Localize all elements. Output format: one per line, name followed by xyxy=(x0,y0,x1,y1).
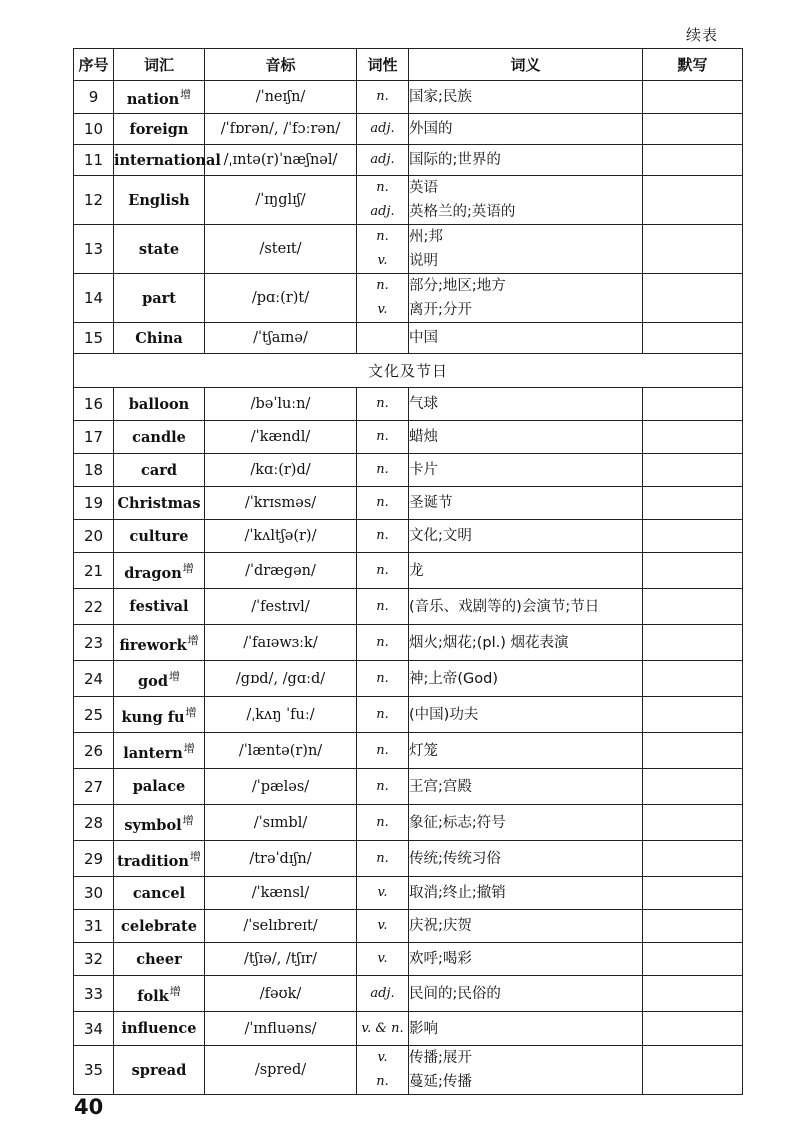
part-of-speech-cell xyxy=(357,910,409,943)
meaning-line: 离开;分开 xyxy=(409,302,472,318)
dictation-cell[interactable] xyxy=(643,976,743,1012)
phonetic-cell: /trəˈdɪʃn/ xyxy=(205,841,357,877)
dictation-cell[interactable] xyxy=(643,553,743,589)
added-word-mark: 增 xyxy=(168,669,180,683)
meaning-line: (中国)功夫 xyxy=(409,706,479,723)
word-text: kung fu xyxy=(121,708,185,726)
dictation-cell[interactable] xyxy=(643,733,743,769)
word-text: symbol xyxy=(124,816,182,834)
word-cell xyxy=(114,877,205,910)
added-word-mark: 增 xyxy=(187,633,199,647)
table-body xyxy=(74,81,743,1095)
meaning-cell xyxy=(409,910,643,943)
phonetic-cell: /ˈpæləs/ xyxy=(205,769,357,805)
pos-line: n. xyxy=(376,1074,389,1089)
dictation-cell[interactable] xyxy=(643,421,743,454)
part-of-speech-cell xyxy=(357,421,409,454)
meaning-line: 外国的 xyxy=(409,121,453,137)
meaning-cell xyxy=(409,1046,643,1095)
part-of-speech-cell xyxy=(357,176,409,225)
meaning-line: 烟火;烟花;(pl.) 烟花表演 xyxy=(409,634,569,651)
meaning-cell xyxy=(409,421,643,454)
part-of-speech-cell xyxy=(357,553,409,589)
header-meaning: 词义 xyxy=(409,49,643,81)
pos-line: n. xyxy=(376,778,389,794)
row-number: 17 xyxy=(74,421,114,454)
word-text: lantern xyxy=(123,744,183,762)
pos-line: n. xyxy=(376,278,389,293)
dictation-cell[interactable] xyxy=(643,323,743,354)
word-cell xyxy=(114,769,205,805)
meaning-cell xyxy=(409,697,643,733)
pos-line: n. xyxy=(376,528,389,543)
part-of-speech-cell xyxy=(357,805,409,841)
meaning-cell xyxy=(409,943,643,976)
header-row xyxy=(74,49,743,81)
row-number: 15 xyxy=(74,323,114,354)
meaning-line: 中国 xyxy=(409,330,438,346)
row-number: 35 xyxy=(74,1046,114,1095)
row-number: 32 xyxy=(74,943,114,976)
phonetic-cell: /ˌɪntə(r)ˈnæʃnəl/ xyxy=(205,145,357,176)
meaning-cell xyxy=(409,225,643,274)
part-of-speech-cell xyxy=(357,145,409,176)
word-text: dragon xyxy=(124,564,182,582)
row-number: 22 xyxy=(74,589,114,625)
table-row xyxy=(74,661,743,697)
table-row xyxy=(74,176,743,225)
word-text: spread xyxy=(131,1061,187,1079)
table-row xyxy=(74,697,743,733)
word-cell xyxy=(114,625,205,661)
row-number: 14 xyxy=(74,274,114,323)
table-row xyxy=(74,553,743,589)
word-cell xyxy=(114,976,205,1012)
row-number: 33 xyxy=(74,976,114,1012)
meaning-line: 气球 xyxy=(409,396,438,412)
meaning-cell xyxy=(409,976,643,1012)
pos-line: n. xyxy=(376,229,389,244)
dictation-cell[interactable] xyxy=(643,114,743,145)
vocabulary-table xyxy=(73,48,743,1095)
table-row xyxy=(74,1046,743,1095)
part-of-speech-cell xyxy=(357,388,409,421)
meaning-cell xyxy=(409,1012,643,1046)
pos-line: n. xyxy=(376,180,389,195)
part-of-speech-cell xyxy=(357,1046,409,1095)
added-word-mark: 增 xyxy=(182,813,194,827)
part-of-speech-cell xyxy=(357,697,409,733)
table-row xyxy=(74,81,743,114)
table-row xyxy=(74,421,743,454)
header-pos: 词性 xyxy=(357,49,409,81)
word-text: firework xyxy=(119,636,187,654)
word-cell xyxy=(114,225,205,274)
pos-line: v. xyxy=(377,253,388,268)
part-of-speech-cell xyxy=(357,487,409,520)
dictation-cell[interactable] xyxy=(643,520,743,553)
meaning-cell xyxy=(409,323,643,354)
table-row xyxy=(74,225,743,274)
word-cell xyxy=(114,805,205,841)
meaning-line: 蔓延;传播 xyxy=(409,1074,472,1090)
row-number: 29 xyxy=(74,841,114,877)
part-of-speech-cell xyxy=(357,114,409,145)
meaning-line: 传统;传统习俗 xyxy=(409,850,501,867)
pos-line: n. xyxy=(376,462,389,477)
dictation-cell[interactable] xyxy=(643,589,743,625)
table-row xyxy=(74,145,743,176)
word-text: influence xyxy=(121,1020,197,1037)
meaning-line: 英格兰的;英语的 xyxy=(409,204,516,220)
section-title: 文化及节日 xyxy=(74,354,743,388)
meaning-line: 欢呼;喝彩 xyxy=(409,951,472,967)
row-number: 27 xyxy=(74,769,114,805)
word-cell xyxy=(114,114,205,145)
dictation-cell[interactable] xyxy=(643,225,743,274)
meaning-cell xyxy=(409,805,643,841)
meaning-line: 部分;地区;地方 xyxy=(409,278,506,294)
row-number: 26 xyxy=(74,733,114,769)
meaning-cell xyxy=(409,841,643,877)
word-cell xyxy=(114,274,205,323)
table-row xyxy=(74,805,743,841)
pos-line: v. xyxy=(377,1050,388,1065)
dictation-cell[interactable] xyxy=(643,388,743,421)
word-text: god xyxy=(138,672,168,690)
part-of-speech-cell xyxy=(357,943,409,976)
phonetic-cell: /bəˈluːn/ xyxy=(205,388,357,421)
row-number: 30 xyxy=(74,877,114,910)
word-cell xyxy=(114,1046,205,1095)
phonetic-cell: /ˈɪnfluəns/ xyxy=(205,1012,357,1046)
word-cell xyxy=(114,520,205,553)
page-number: 40 xyxy=(74,1095,104,1119)
row-number: 9 xyxy=(74,81,114,114)
added-word-mark: 增 xyxy=(169,984,181,998)
row-number: 20 xyxy=(74,520,114,553)
meaning-line: 传播;展开 xyxy=(409,1050,472,1066)
row-number: 21 xyxy=(74,553,114,589)
pos-line: n. xyxy=(376,670,389,686)
phonetic-cell: /ˈselɪbreɪt/ xyxy=(205,910,357,943)
row-number: 23 xyxy=(74,625,114,661)
meaning-line: 庆祝;庆贺 xyxy=(409,918,472,934)
phonetic-cell: /ˈtʃaɪnə/ xyxy=(205,323,357,354)
word-text: card xyxy=(140,461,177,479)
dictation-cell[interactable] xyxy=(643,943,743,976)
phonetic-cell: /ˈkænsl/ xyxy=(205,877,357,910)
part-of-speech-cell xyxy=(357,81,409,114)
word-text: Christmas xyxy=(117,494,201,512)
meaning-cell xyxy=(409,661,643,697)
part-of-speech-cell xyxy=(357,323,409,354)
meaning-line: 说明 xyxy=(409,253,438,269)
word-cell xyxy=(114,697,205,733)
word-cell xyxy=(114,943,205,976)
continued-label: 续表 xyxy=(685,26,718,44)
meaning-cell xyxy=(409,388,643,421)
meaning-cell xyxy=(409,114,643,145)
phonetic-cell: /ˈɪŋglɪʃ/ xyxy=(205,176,357,225)
dictation-cell[interactable] xyxy=(643,910,743,943)
table-row xyxy=(74,733,743,769)
header-dictation: 默写 xyxy=(643,49,743,81)
word-text: folk xyxy=(137,987,169,1005)
meaning-line: 卡片 xyxy=(409,462,438,478)
pos-line: n. xyxy=(376,598,389,614)
pos-line: v. & n. xyxy=(361,1020,404,1036)
pos-line: n. xyxy=(376,396,389,411)
added-word-mark: 增 xyxy=(182,561,194,575)
meaning-line: 取消;终止;撤销 xyxy=(409,885,506,901)
word-cell xyxy=(114,176,205,225)
row-number: 19 xyxy=(74,487,114,520)
meaning-line: 文化;文明 xyxy=(409,528,472,544)
meaning-line: 州;邦 xyxy=(409,229,443,245)
pos-line: v. xyxy=(377,302,388,317)
header-num: 序号 xyxy=(74,49,114,81)
meaning-line: 王宫;宫殿 xyxy=(409,778,472,795)
table-row xyxy=(74,520,743,553)
meaning-line: 象征;标志;符号 xyxy=(409,814,506,831)
word-text: balloon xyxy=(128,395,190,413)
meaning-cell xyxy=(409,454,643,487)
dictation-cell[interactable] xyxy=(643,769,743,805)
word-text: candle xyxy=(132,428,186,446)
word-cell xyxy=(114,323,205,354)
phonetic-cell: /ˈlæntə(r)n/ xyxy=(205,733,357,769)
word-text: festival xyxy=(129,598,189,615)
part-of-speech-cell xyxy=(357,1012,409,1046)
word-cell xyxy=(114,145,221,176)
table-row xyxy=(74,769,743,805)
pos-line: n. xyxy=(376,429,389,444)
word-text: culture xyxy=(129,527,189,545)
word-text: cheer xyxy=(136,950,182,968)
table-row xyxy=(74,910,743,943)
word-cell xyxy=(114,733,205,769)
table-row xyxy=(74,274,743,323)
word-text: part xyxy=(142,289,176,307)
meaning-line: 神;上帝(God) xyxy=(409,670,499,687)
table-row xyxy=(74,1012,743,1046)
meaning-line: 国际的;世界的 xyxy=(409,152,501,168)
word-cell xyxy=(114,841,205,877)
meaning-cell xyxy=(409,520,643,553)
table-row xyxy=(74,976,743,1012)
meaning-line: (音乐、戏剧等的)会演节;节日 xyxy=(409,598,600,615)
part-of-speech-cell xyxy=(357,733,409,769)
added-word-mark: 增 xyxy=(183,741,195,755)
word-text: celebrate xyxy=(121,917,197,935)
part-of-speech-cell xyxy=(357,625,409,661)
word-cell xyxy=(114,454,205,487)
meaning-line: 影响 xyxy=(409,1020,438,1037)
phonetic-cell: /ˈfestɪvl/ xyxy=(205,589,357,625)
part-of-speech-cell xyxy=(357,274,409,323)
word-cell xyxy=(114,661,205,697)
meaning-line: 英语 xyxy=(409,180,438,196)
added-word-mark: 增 xyxy=(180,88,192,102)
dictation-cell[interactable] xyxy=(643,697,743,733)
word-text: China xyxy=(135,329,183,347)
table-row xyxy=(74,114,743,145)
meaning-cell xyxy=(409,589,643,625)
pos-line: n. xyxy=(376,742,389,758)
word-text: foreign xyxy=(129,120,189,138)
pos-line: n. xyxy=(376,706,389,722)
added-word-mark: 增 xyxy=(185,705,197,719)
phonetic-cell: /ˈkrɪsməs/ xyxy=(205,487,357,520)
dictation-cell[interactable] xyxy=(643,661,743,697)
dictation-cell[interactable] xyxy=(643,145,743,176)
word-text: English xyxy=(128,191,190,209)
table-row xyxy=(74,388,743,421)
dictation-cell[interactable] xyxy=(643,1046,743,1095)
pos-line: n. xyxy=(376,495,389,510)
row-number: 10 xyxy=(74,114,114,145)
word-cell xyxy=(114,589,205,625)
meaning-cell xyxy=(409,733,643,769)
part-of-speech-cell xyxy=(357,520,409,553)
header-ipa: 音标 xyxy=(205,49,357,81)
pos-line: n. xyxy=(376,634,389,650)
meaning-line: 民间的;民俗的 xyxy=(409,985,501,1002)
phonetic-cell: /ˈsɪmbl/ xyxy=(205,805,357,841)
pos-line: n. xyxy=(376,850,389,866)
dictation-cell[interactable] xyxy=(643,625,743,661)
phonetic-cell: /pɑː(r)t/ xyxy=(205,274,357,323)
word-cell xyxy=(114,421,205,454)
word-text: tradition xyxy=(117,852,189,870)
pos-line: adj. xyxy=(370,985,395,1001)
dictation-cell[interactable] xyxy=(643,487,743,520)
pos-line: adj. xyxy=(370,121,395,136)
row-number: 18 xyxy=(74,454,114,487)
row-number: 13 xyxy=(74,225,114,274)
phonetic-cell: /ˈfɒrən/, /ˈfɔːrən/ xyxy=(205,114,357,145)
phonetic-cell: /tʃɪə/, /tʃɪr/ xyxy=(205,943,357,976)
table-row xyxy=(74,589,743,625)
meaning-cell xyxy=(409,487,643,520)
meaning-cell xyxy=(409,625,643,661)
word-cell xyxy=(114,910,205,943)
phonetic-cell: /gɒd/, /gɑːd/ xyxy=(205,661,357,697)
word-cell xyxy=(114,553,205,589)
word-cell xyxy=(114,487,205,520)
pos-line: adj. xyxy=(370,204,395,219)
row-number: 28 xyxy=(74,805,114,841)
phonetic-cell: /spred/ xyxy=(205,1046,357,1095)
meaning-cell xyxy=(409,274,643,323)
meaning-line: 国家;民族 xyxy=(409,89,472,105)
section-row xyxy=(74,354,743,388)
part-of-speech-cell xyxy=(357,877,409,910)
word-cell xyxy=(114,81,205,114)
part-of-speech-cell xyxy=(357,589,409,625)
phonetic-cell: /ˈdrægən/ xyxy=(205,553,357,589)
phonetic-cell: /ˈkʌltʃə(r)/ xyxy=(205,520,357,553)
dictation-cell[interactable] xyxy=(643,454,743,487)
word-cell xyxy=(114,1012,205,1046)
row-number: 25 xyxy=(74,697,114,733)
phonetic-cell: /ˈneɪʃn/ xyxy=(205,81,357,114)
phonetic-cell: /kɑː(r)d/ xyxy=(205,454,357,487)
meaning-line: 龙 xyxy=(409,562,424,579)
table-row xyxy=(74,454,743,487)
pos-line: n. xyxy=(376,562,389,578)
row-number: 12 xyxy=(74,176,114,225)
table-row xyxy=(74,625,743,661)
meaning-cell xyxy=(409,553,643,589)
phonetic-cell: /steɪt/ xyxy=(205,225,357,274)
part-of-speech-cell xyxy=(357,976,409,1012)
meaning-line: 灯笼 xyxy=(409,742,438,759)
table-row xyxy=(74,487,743,520)
pos-line: n. xyxy=(376,814,389,830)
meaning-line: 圣诞节 xyxy=(409,495,453,511)
meaning-cell xyxy=(409,81,643,114)
pos-line: n. xyxy=(376,89,389,104)
row-number: 16 xyxy=(74,388,114,421)
table-row xyxy=(74,943,743,976)
added-word-mark: 增 xyxy=(189,849,201,863)
pos-line: v. xyxy=(377,885,388,900)
pos-line: v. xyxy=(377,951,388,966)
dictation-cell[interactable] xyxy=(643,176,743,225)
phonetic-cell: /ˈkændl/ xyxy=(205,421,357,454)
dictation-cell[interactable] xyxy=(643,1012,743,1046)
word-cell xyxy=(114,388,205,421)
dictation-cell[interactable] xyxy=(643,274,743,323)
phonetic-cell: /fəʊk/ xyxy=(205,976,357,1012)
header-word: 词汇 xyxy=(114,49,205,81)
meaning-cell xyxy=(409,145,643,176)
part-of-speech-cell xyxy=(357,661,409,697)
table-row xyxy=(74,323,743,354)
part-of-speech-cell xyxy=(357,225,409,274)
word-text: international xyxy=(114,151,221,169)
table-row xyxy=(74,841,743,877)
meaning-cell xyxy=(409,176,643,225)
word-text: cancel xyxy=(132,884,186,902)
word-text: state xyxy=(138,240,180,258)
word-text: nation xyxy=(126,90,180,108)
row-number: 24 xyxy=(74,661,114,697)
dictation-cell[interactable] xyxy=(643,877,743,910)
part-of-speech-cell xyxy=(357,841,409,877)
dictation-cell[interactable] xyxy=(643,841,743,877)
meaning-cell xyxy=(409,769,643,805)
row-number: 31 xyxy=(74,910,114,943)
phonetic-cell: /ˌkʌŋ ˈfuː/ xyxy=(205,697,357,733)
row-number: 11 xyxy=(74,145,114,176)
meaning-line: 蜡烛 xyxy=(409,429,438,445)
dictation-cell[interactable] xyxy=(643,805,743,841)
word-text: palace xyxy=(132,778,186,795)
row-number: 34 xyxy=(74,1012,114,1046)
pos-line: v. xyxy=(377,918,388,933)
part-of-speech-cell xyxy=(357,769,409,805)
meaning-cell xyxy=(409,877,643,910)
table-row xyxy=(74,877,743,910)
dictation-cell[interactable] xyxy=(643,81,743,114)
part-of-speech-cell xyxy=(357,454,409,487)
phonetic-cell: /ˈfaɪəwɜːk/ xyxy=(205,625,357,661)
pos-line: adj. xyxy=(370,152,395,167)
